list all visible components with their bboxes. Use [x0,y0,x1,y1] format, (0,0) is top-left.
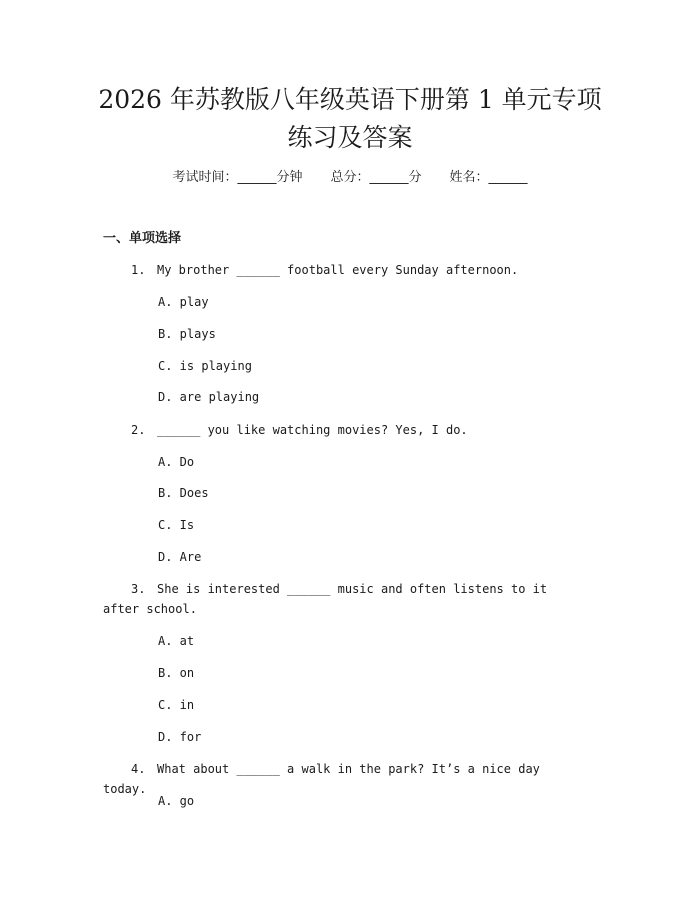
score-blank: ______ [369,170,409,185]
question-text: She is interested ______ music and often listens to it after school. [103,582,548,616]
question-1-option-a: A. play [158,295,209,309]
question-number: 4. [131,762,146,776]
question-2-option-a: A. Do [158,455,195,469]
question-2-option-b: B. Does [158,486,209,500]
question-3-option-d: D. for [158,730,202,744]
score-label: 总分： [330,170,370,185]
question-3-option-a: A. at [158,634,195,648]
question-4-option-a: A. go [158,794,195,808]
question-text: What about ______ a walk in the park? It’s a nice day today. [103,762,540,796]
question-2-option-c: C. Is [158,518,195,532]
time-unit: 分钟 [276,170,303,185]
question-2 [103,420,583,440]
question-number: 2. [131,423,146,437]
question-2-option-d: D. Are [158,550,202,564]
section-title-single-choice: 一、单项选择 [103,231,182,246]
question-number: 1. [131,263,146,277]
document-title-line2: 练习及答案 [287,123,413,152]
question-3-option-b: B. on [158,666,195,680]
time-blank: ______ [237,170,277,185]
exam-meta [0,168,700,188]
score-unit: 分 [408,170,422,185]
question-1 [103,260,583,280]
time-label: 考试时间： [172,170,238,185]
question-3-option-c: C. in [158,698,195,712]
name-label: 姓名： [449,170,489,185]
name-blank: ______ [488,170,528,185]
question-1-option-b: B. plays [158,327,216,341]
question-text: ______ you like watching movies? Yes, I do. [157,423,468,437]
question-1-option-d: D. are playing [158,390,260,404]
document-title-line1: 2026 年苏教版八年级英语下册第 1 单元专项 [98,85,602,114]
question-3 [103,579,583,619]
question-number: 3. [131,582,146,596]
question-text: My brother ______ football every Sunday afternoon. [157,263,519,277]
question-1-option-c: C. is playing [158,359,252,373]
